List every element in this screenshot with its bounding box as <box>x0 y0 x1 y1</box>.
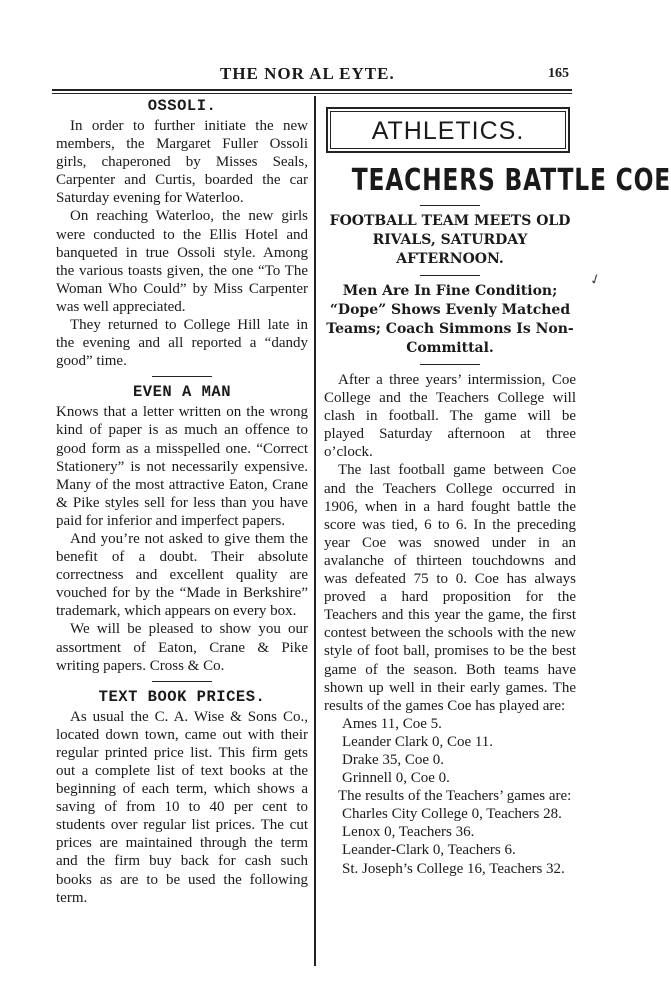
teachers-result: St. Joseph’s College 16, Teachers 32. <box>342 860 565 877</box>
coe-results-list <box>324 715 576 787</box>
page-number: 165 <box>548 66 569 81</box>
section-separator <box>420 205 480 206</box>
article-paragraph: The last football game between Coe and the Teachers College occurred in 1906, when in a hard fought battle the score was tied, 6 to 6. In the preceding year Coe was snowed under in an avalanche of thirteen touchdowns and was defeated 75 to 0. Coe has always proved a hard proposition for the Teachers and this year the game, the first contest between the schools with the new style of foot ball, promises to be the best game of the season. Both teams have shown up well in their early games. The results of the games Coe has played are: <box>324 462 576 714</box>
ossoli-paragraph: They returned to College Hill late in the evening and all reported a “dandy good” time. <box>56 317 308 370</box>
teachers-result: Charles City College 0, Teachers 28. <box>342 806 562 823</box>
margin-check-mark: ✓ <box>587 271 604 290</box>
athletics-label: ATHLETICS. <box>330 111 566 149</box>
teachers-results-intro: The results of the Teachers’ games are: <box>338 788 572 805</box>
publication-title: THE NOR AL EYTE. <box>220 64 395 83</box>
text-book-prices-paragraph: As usual the C. A. Wise & Sons Co., located down town, came out with their regular printed price list. This firm gets out a complete list of text books at the beginning of each term, which shows a saving of from 10 to 40 per cent to students over regular list prices. The cut prices are maintained through the term and the firm buy back for cash such books as are to be used the following term. <box>56 708 308 906</box>
article-paragraph: After a three years’ intermission, Coe College and the Teachers College will clash in football. The game will be played Saturday afternoon at three o’clock. <box>324 372 576 461</box>
right-column <box>324 95 671 878</box>
even-a-man-heading: EVEN A MAN <box>132 383 231 402</box>
subheadline-2: Men Are In Fine Condition; “Dope” Shows Evenly Matched Teams; Coach Simmons Is Non-Committal. <box>326 283 574 356</box>
coe-result: Leander Clark 0, Coe 11. <box>342 733 494 750</box>
column-divider <box>314 96 316 966</box>
coe-result: Ames 11, Coe 5. <box>342 715 442 732</box>
athletics-banner <box>326 107 570 153</box>
teachers-results-list <box>324 805 576 877</box>
coe-result: Drake 35, Coe 0. <box>342 751 445 768</box>
text-book-prices-heading: TEXT BOOK PRICES. <box>98 687 266 706</box>
teachers-result: Leander-Clark 0, Teachers 6. <box>342 842 516 859</box>
ossoli-paragraph: On reaching Waterloo, the new girls were conducted to the Ellis Hotel and banqueted in true Ossoli style. Among the various toasts given, the one “To The Woman Who Could” by Miss Carpenter was well appreciated. <box>56 208 308 315</box>
section-separator <box>420 275 480 276</box>
page-header <box>0 58 635 88</box>
teachers-result: Lenox 0, Teachers 36. <box>342 824 475 841</box>
ossoli-heading: OSSOLI. <box>147 97 217 115</box>
left-column <box>56 95 308 907</box>
subheadline-1: FOOTBALL TEAM MEETS OLD RIVALS, SATURDAY AFTERNOON. <box>329 213 571 267</box>
section-separator <box>152 681 212 682</box>
coe-result: Grinnell 0, Coe 0. <box>342 770 450 787</box>
even-a-man-paragraph: We will be pleased to show you our assortment of Eaton, Crane & Pike writing papers. Cross & Co. <box>56 621 308 674</box>
even-a-man-paragraph: Knows that a letter written on the wrong kind of paper is as much an offence to good form as a misspelled one. “Correct Stationery” is not necessarily expensive. Many of the most attractive Eaton, Crane & Pike styles sell for less than you have paid for inferior and imperfect papers. <box>56 404 308 529</box>
section-separator <box>152 376 212 377</box>
main-headline: TEACHERS BATTLE COE <box>351 163 671 198</box>
even-a-man-paragraph: And you’re not asked to give them the benefit of a doubt. Their absolute correctness and excellent quality are vouched for by the “Made in Berkshire” trademark, which appears on every box. <box>56 530 308 620</box>
section-separator <box>420 364 480 365</box>
header-rule <box>52 89 572 94</box>
ossoli-paragraph: In order to further initiate the new members, the Margaret Fuller Ossoli girls, chaperoned by Misses Seals, Carpenter and Curtis, boarded the car Saturday evening for Waterloo. <box>56 118 308 207</box>
